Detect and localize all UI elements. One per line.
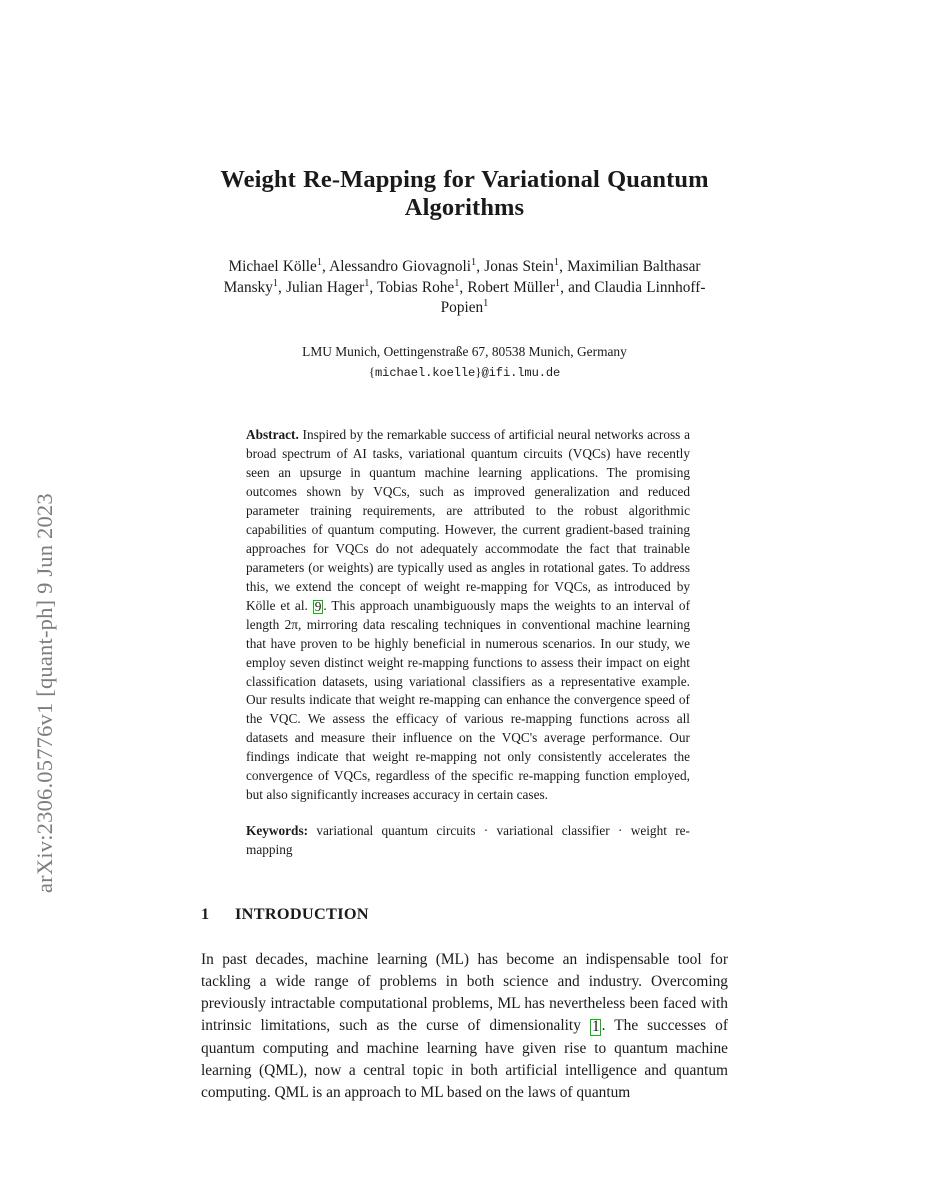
citation-link-1[interactable]: 1: [591, 1018, 600, 1036]
author-list: Michael Kölle$^1$, Alessandro Giovagnoli$^1$, Jonas Stein$^1$, Maximilian Balthasar Mansky$^1$, Julian Hager$^1$, Tobias Rohe$^1$, Robert Müller$^1$, and Claudia Linnhoff-Popien$^1$: [223, 257, 706, 317]
abstract-label: Abstract.: [246, 427, 299, 443]
affiliation-block: [201, 318, 728, 382]
arxiv-stamp: [0, 0, 78, 1200]
affiliation-address: LMU Munich, Oettingenstraße 67, 80538 Munich, Germany: [302, 344, 627, 360]
section-number: 1: [201, 903, 210, 923]
arxiv-stamp-text: arXiv:2306.05776v1 [quant-ph] 9 Jun 2023: [32, 493, 57, 893]
keywords-block: [246, 805, 690, 860]
email-close-brace: }: [475, 363, 482, 379]
section-heading-introduction: [201, 860, 728, 924]
abstract-text-part-1: Inspired by the remarkable success of artificial neural networks across a broad spectrum of AI tasks, variational quantum circuits (VQCs) have recently seen an upsurge in quantum machine learning applications. The promising outcomes shown by VQCs, such as improved generalization and reduced parameter training requirements, are attributed to the robust algorithmic capabilities of quantum computing. However, the current gradient-based training approaches for VQCs do not adequately accommodate the fact that trainable parameters (or weights) are typically used as angles in rotational gates. To address this, we extend the concept of weight re-mapping for VQCs, as introduced by Kölle et al.: [246, 427, 690, 613]
keywords-label: Keywords:: [246, 823, 309, 839]
introduction-paragraph: [201, 924, 728, 1104]
email-user: michael.koelle: [375, 365, 476, 380]
keywords-text: variational quantum circuits · variational classifier · weight re-mapping: [246, 823, 690, 858]
abstract-block: [246, 382, 690, 805]
citation-link-9[interactable]: 9: [314, 598, 322, 614]
paper-page: [201, 0, 728, 1200]
email-open-brace: {: [368, 363, 376, 379]
intro-text-part-1: In past decades, machine learning (ML) has become an indispensable tool for tackling a wide range of problems in both science and industry. Overcoming previously intractable computational problems, ML has nevertheless been faced with intrinsic limitations, such as the curse of dimensionality: [201, 950, 728, 1035]
email-domain: @ifi.lmu.de: [481, 365, 561, 380]
section-title: INTRODUCTION: [235, 903, 369, 923]
abstract-text-part-2: . This approach unambiguously maps the weights to an interval of length 2π, mirroring data rescaling techniques in conventional machine learning that have proven to be highly beneficial in numerous scenarios. In our study, we employ seven distinct weight re-mapping functions to assess their impact on eight classification datasets, using variational classifiers as a representative example. Our results indicate that weight re-mapping can enhance the convergence speed of the VQC. We assess the efficacy of various re-mapping functions across all datasets and measure their influence on the VQC's average performance. Our findings indicate that weight re-mapping not only consistently accelerates the convergence of VQCs, regardless of the specific re-mapping function employed, but also significantly increases accuracy in certain cases.: [246, 597, 690, 803]
affiliation-email: [201, 363, 728, 383]
page-title: Weight Re-Mapping for Variational Quantum Algorithms: [220, 166, 709, 221]
intro-text-part-2: . The successes of quantum computing and machine learning have given rise to quantum machine learning (QML), now a central topic in both artificial intelligence and quantum computing. QML is an approach to ML based on the laws of quantum: [201, 1017, 729, 1101]
